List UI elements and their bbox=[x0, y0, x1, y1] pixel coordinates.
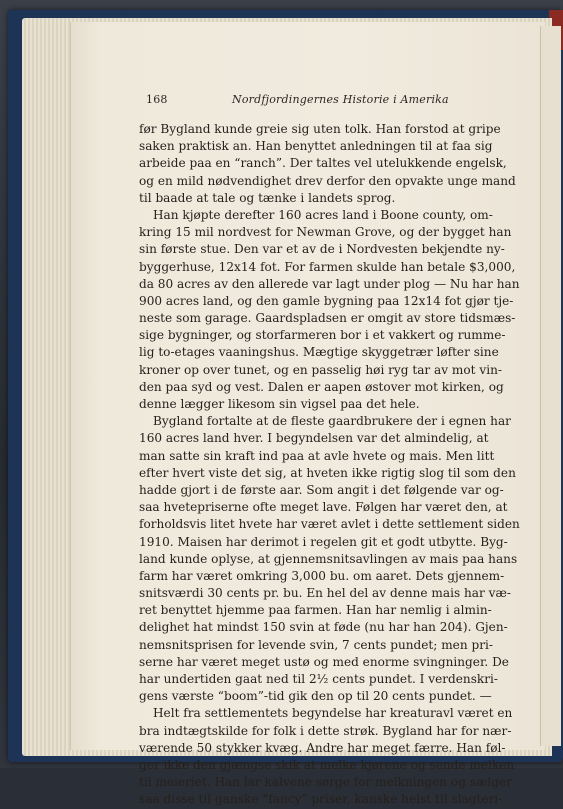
text-line: efter hvert viste det sig, at hveten ikke rigtig slog til som den bbox=[139, 465, 516, 480]
text-line: ret benyttet hjemme paa farmen. Han har nemlig i almin- bbox=[139, 603, 492, 618]
text-line: til meieriet. Han lar kalvene sørge for melkningen og sælger bbox=[139, 775, 512, 790]
text-line: neste som garage. Gaardspladsen er omgit av store tidsmæs- bbox=[139, 311, 516, 326]
text-line: den paa syd og vest. Dalen er aapen østover mot kirken, og bbox=[139, 379, 504, 394]
facing-page-edge bbox=[540, 26, 561, 746]
text-line: serne har været meget ustø og med enorme svingninger. De bbox=[139, 654, 509, 669]
text-line: gens værste “boom”-tid gik den op til 20 cents pundet. — bbox=[139, 689, 492, 704]
text-line: har undertiden gaat ned til 2½ cents pundet. I verdenskri- bbox=[139, 672, 498, 686]
text-line: arbeide paa en “ranch”. Der taltes vel utelukkende engelsk, bbox=[139, 156, 507, 171]
text-line: bra indtægtskilde for folk i dette strøk. Bygland har for nær- bbox=[139, 723, 512, 738]
text-line: saa disse til ganske “fancy” priser, kanske helst til slagteri- bbox=[139, 792, 503, 807]
text-line: farm har været omkring 3,000 bu. om aaret. Dets gjennem- bbox=[139, 568, 505, 583]
text-line: man satte sin kraft ind paa at avle hvete og mais. Men litt bbox=[139, 448, 495, 463]
text-line: ger ikke den gjængse skik at melke kjørene og sende melken bbox=[139, 757, 515, 772]
text-line: 1910. Maisen har derimot i regelen git et godt utbytte. Byg- bbox=[139, 534, 508, 549]
text-line: nemsnitsprisen for levende svin, 7 cents pundet; men pri- bbox=[139, 637, 493, 652]
text-line: Bygland fortalte at de fleste gaardbrukere der i egnen har bbox=[153, 414, 511, 429]
text-line: kring 15 mil nordvest for Newman Grove, og der bygget han bbox=[139, 225, 512, 240]
text-line: sige bygninger, og storfarmeren bor i et vakkert og rumme- bbox=[139, 328, 506, 343]
text-line: lig to-etages vaaningshus. Mægtige skyggetrær løfter sine bbox=[139, 345, 499, 360]
text-line: kroner op over tunet, og en passelig høi ryg tar av mot vin- bbox=[139, 362, 502, 377]
text-line: til baade at tale og tænke i landets sprog. bbox=[139, 190, 396, 205]
text-line: før Bygland kunde greie sig uten tolk. Han forstod at gripe bbox=[139, 122, 501, 136]
text-line: 900 acres land, og den gamle bygning paa 12x14 fot gjør tje- bbox=[139, 293, 514, 308]
text-line: saken praktisk an. Han benyttet anledningen til at faa sig bbox=[139, 139, 493, 154]
text-line: værende 50 stykker kvæg. Andre har meget færre. Han føl- bbox=[139, 740, 506, 755]
running-title: Nordfjordingernes Historie i Amerika bbox=[232, 93, 449, 106]
text-line: Helt fra settlementets begyndelse har kreaturavl været en bbox=[153, 706, 513, 721]
page-number: 168 bbox=[146, 93, 168, 106]
text-line: land kunde oplyse, at gjennemsnitsavlingen av mais paa hans bbox=[139, 551, 518, 566]
text-line: saa hvetepriserne ofte meget lave. Følgen har været den, at bbox=[139, 500, 508, 515]
text-line: da 80 acres av den allerede var lagt under plog — Nu har han bbox=[139, 276, 520, 291]
text-line: hadde gjort i de første aar. Som angit i det følgende var og- bbox=[139, 482, 504, 497]
body-text bbox=[139, 121, 541, 809]
text-line: 160 acres land hver. I begyndelsen var det almindelig, at bbox=[139, 431, 489, 446]
text-line: byggerhuse, 12x14 fot. For farmen skulde han betale $3,000, bbox=[139, 259, 516, 274]
text-line: forholdsvis litet hvete har været avlet i dette settlement siden bbox=[139, 517, 520, 532]
text-line: Han kjøpte derefter 160 acres land i Boone county, om- bbox=[153, 207, 493, 222]
running-head bbox=[146, 93, 556, 109]
text-line: delighet hat mindst 150 svin at føde (nu har han 204). Gjen- bbox=[139, 620, 508, 635]
text-line: snitsværdi 30 cents pr. bu. En hel del av denne mais har væ- bbox=[139, 586, 511, 601]
text-line: sin første stue. Den var et av de i Nordvesten bekjendte ny- bbox=[139, 242, 505, 257]
text-line: og en mild nødvendighet drev derfor den opvakte unge mand bbox=[139, 173, 516, 188]
text-line: denne lægger likesom sin vigsel paa det hele. bbox=[139, 397, 420, 411]
